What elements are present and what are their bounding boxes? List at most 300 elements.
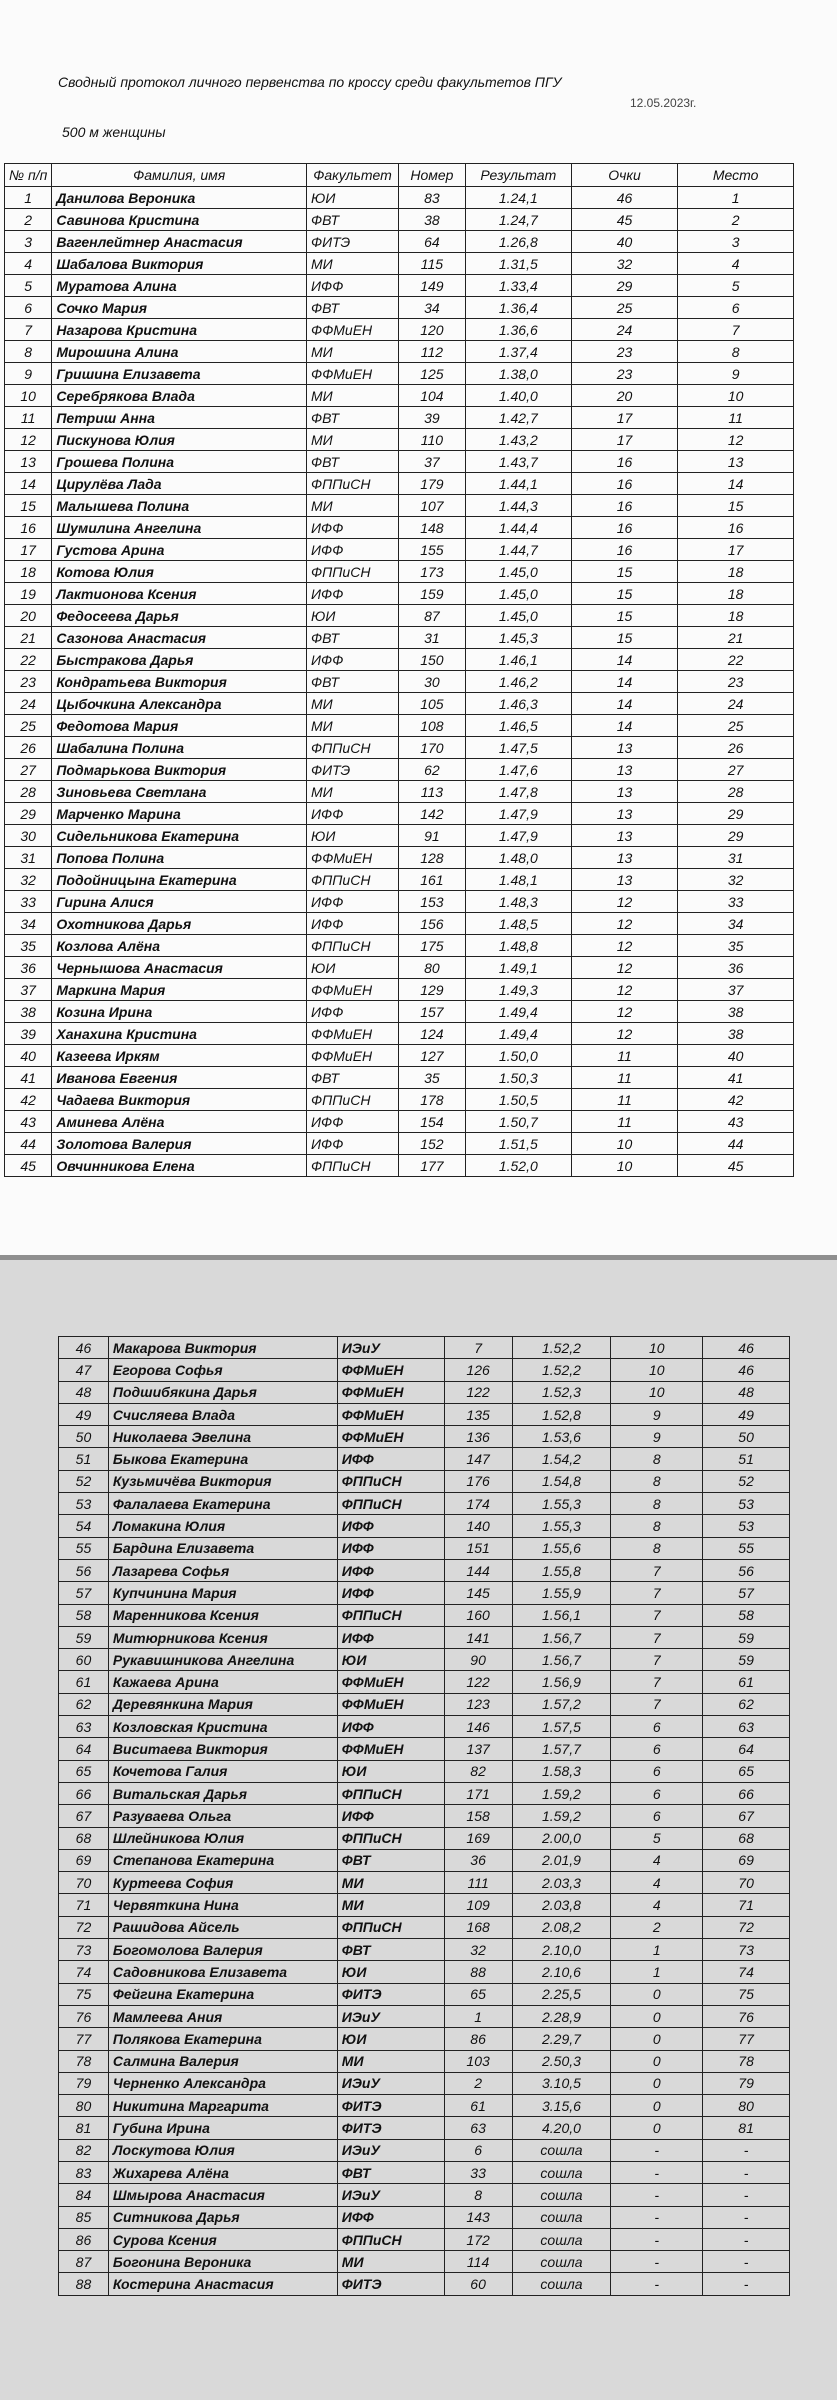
place: 59 bbox=[703, 1626, 790, 1648]
faculty: МИ bbox=[307, 253, 399, 275]
result-time: 1.56,9 bbox=[512, 1671, 611, 1693]
table-row bbox=[59, 2228, 790, 2250]
athlete-name: Егорова Софья bbox=[108, 1359, 337, 1381]
bib-number: 136 bbox=[444, 1426, 512, 1448]
place: 81 bbox=[703, 2117, 790, 2139]
points: 12 bbox=[571, 1023, 678, 1045]
row-number: 6 bbox=[5, 297, 52, 319]
bib-number: 35 bbox=[398, 1067, 465, 1089]
points: 7 bbox=[611, 1649, 703, 1671]
athlete-name: Черненко Александра bbox=[108, 2072, 337, 2094]
row-number: 59 bbox=[59, 1626, 109, 1648]
result-time: 1.55,3 bbox=[512, 1493, 611, 1515]
place: 75 bbox=[703, 1983, 790, 2005]
row-number: 25 bbox=[5, 715, 52, 737]
place: 18 bbox=[678, 561, 794, 583]
athlete-name: Федосеева Дарья bbox=[52, 605, 307, 627]
row-number: 31 bbox=[5, 847, 52, 869]
points: 13 bbox=[571, 847, 678, 869]
athlete-name: Петриш Анна bbox=[52, 407, 307, 429]
bib-number: 104 bbox=[398, 385, 465, 407]
table-row bbox=[59, 2072, 790, 2094]
result-time: 1.24,7 bbox=[465, 209, 571, 231]
points: 15 bbox=[571, 561, 678, 583]
points: 14 bbox=[571, 649, 678, 671]
result-time: 4.20,0 bbox=[512, 2117, 611, 2139]
faculty: ЮИ bbox=[307, 187, 399, 209]
result-time: 2.08,2 bbox=[512, 1916, 611, 1938]
bib-number: 30 bbox=[398, 671, 465, 693]
place: 62 bbox=[703, 1693, 790, 1715]
bib-number: 115 bbox=[398, 253, 465, 275]
bib-number: 174 bbox=[444, 1493, 512, 1515]
bib-number: 90 bbox=[444, 1649, 512, 1671]
bib-number: 32 bbox=[444, 1939, 512, 1961]
bib-number: 111 bbox=[444, 1872, 512, 1894]
faculty: ИФФ bbox=[307, 275, 399, 297]
bib-number: 135 bbox=[444, 1403, 512, 1425]
place: 76 bbox=[703, 2005, 790, 2027]
athlete-name: Рашидова Айсель bbox=[108, 1916, 337, 1938]
result-time: сошла bbox=[512, 2273, 611, 2295]
place: 46 bbox=[703, 1337, 790, 1359]
athlete-name: Деревянкина Мария bbox=[108, 1693, 337, 1715]
points: 10 bbox=[611, 1359, 703, 1381]
result-time: 1.56,7 bbox=[512, 1626, 611, 1648]
points: 16 bbox=[571, 539, 678, 561]
result-time: 1.56,1 bbox=[512, 1604, 611, 1626]
points: 16 bbox=[571, 517, 678, 539]
points: 14 bbox=[571, 671, 678, 693]
points: 12 bbox=[571, 979, 678, 1001]
faculty: ФИТЭ bbox=[337, 2117, 444, 2139]
place: 24 bbox=[678, 693, 794, 715]
bib-number: 91 bbox=[398, 825, 465, 847]
result-time: 1.50,5 bbox=[465, 1089, 571, 1111]
place: 5 bbox=[678, 275, 794, 297]
points: 10 bbox=[571, 1155, 678, 1177]
athlete-name: Ситникова Дарья bbox=[108, 2206, 337, 2228]
faculty: ФППиСН bbox=[337, 1782, 444, 1804]
place: 61 bbox=[703, 1671, 790, 1693]
table-row bbox=[59, 1337, 790, 1359]
place: 17 bbox=[678, 539, 794, 561]
place: 79 bbox=[703, 2072, 790, 2094]
place: 51 bbox=[703, 1448, 790, 1470]
column-header-points: Очки bbox=[571, 164, 678, 187]
bib-number: 125 bbox=[398, 363, 465, 385]
place: 22 bbox=[678, 649, 794, 671]
row-number: 1 bbox=[5, 187, 52, 209]
athlete-name: Савинова Кристина bbox=[52, 209, 307, 231]
bib-number: 126 bbox=[444, 1359, 512, 1381]
athlete-name: Мамлеева Ания bbox=[108, 2005, 337, 2027]
results-body-page-2 bbox=[59, 1337, 790, 2296]
points: 0 bbox=[611, 2028, 703, 2050]
athlete-name: Богомолова Валерия bbox=[108, 1939, 337, 1961]
athlete-name: Густова Арина bbox=[52, 539, 307, 561]
points: 7 bbox=[611, 1693, 703, 1715]
place: 67 bbox=[703, 1805, 790, 1827]
points: 11 bbox=[571, 1067, 678, 1089]
row-number: 10 bbox=[5, 385, 52, 407]
points: - bbox=[611, 2273, 703, 2295]
table-row bbox=[5, 1089, 794, 1111]
points: 6 bbox=[611, 1782, 703, 1804]
place: - bbox=[703, 2251, 790, 2273]
faculty: ИФФ bbox=[307, 891, 399, 913]
faculty: ИФФ bbox=[337, 1716, 444, 1738]
result-time: 1.50,7 bbox=[465, 1111, 571, 1133]
athlete-name: Зиновьева Светлана bbox=[52, 781, 307, 803]
result-time: 1.43,2 bbox=[465, 429, 571, 451]
row-number: 65 bbox=[59, 1760, 109, 1782]
points: 13 bbox=[571, 781, 678, 803]
bib-number: 60 bbox=[444, 2273, 512, 2295]
points: 12 bbox=[571, 935, 678, 957]
points: 0 bbox=[611, 2050, 703, 2072]
row-number: 82 bbox=[59, 2139, 109, 2161]
place: 25 bbox=[678, 715, 794, 737]
bib-number: 65 bbox=[444, 1983, 512, 2005]
points: 6 bbox=[611, 1760, 703, 1782]
table-row bbox=[59, 2184, 790, 2206]
faculty: ИФФ bbox=[337, 1582, 444, 1604]
points: - bbox=[611, 2184, 703, 2206]
place: 3 bbox=[678, 231, 794, 253]
row-number: 30 bbox=[5, 825, 52, 847]
result-time: 1.33,4 bbox=[465, 275, 571, 297]
bib-number: 160 bbox=[444, 1604, 512, 1626]
row-number: 37 bbox=[5, 979, 52, 1001]
points: 45 bbox=[571, 209, 678, 231]
faculty: ИФФ bbox=[307, 583, 399, 605]
place: 55 bbox=[703, 1537, 790, 1559]
result-time: 1.45,3 bbox=[465, 627, 571, 649]
table-row bbox=[59, 2117, 790, 2139]
row-number: 44 bbox=[5, 1133, 52, 1155]
athlete-name: Маркина Мария bbox=[52, 979, 307, 1001]
faculty: ФФМиЕН bbox=[307, 979, 399, 1001]
place: 50 bbox=[703, 1426, 790, 1448]
points: 16 bbox=[571, 451, 678, 473]
faculty: ИФФ bbox=[307, 913, 399, 935]
points: 1 bbox=[611, 1961, 703, 1983]
points: 10 bbox=[571, 1133, 678, 1155]
result-time: 1.47,6 bbox=[465, 759, 571, 781]
bib-number: 144 bbox=[444, 1559, 512, 1581]
athlete-name: Сочко Мария bbox=[52, 297, 307, 319]
points: 0 bbox=[611, 1983, 703, 2005]
result-time: 1.36,4 bbox=[465, 297, 571, 319]
faculty: ЮИ bbox=[307, 957, 399, 979]
result-time: 1.40,0 bbox=[465, 385, 571, 407]
athlete-name: Подмарькова Виктория bbox=[52, 759, 307, 781]
place: 4 bbox=[678, 253, 794, 275]
faculty: МИ bbox=[307, 429, 399, 451]
faculty: ФВТ bbox=[307, 627, 399, 649]
bib-number: 153 bbox=[398, 891, 465, 913]
place: 18 bbox=[678, 605, 794, 627]
place: 28 bbox=[678, 781, 794, 803]
points: 12 bbox=[571, 913, 678, 935]
table-row bbox=[5, 847, 794, 869]
athlete-name: Лактионова Ксения bbox=[52, 583, 307, 605]
faculty: ЮИ bbox=[307, 825, 399, 847]
bib-number: 88 bbox=[444, 1961, 512, 1983]
row-number: 32 bbox=[5, 869, 52, 891]
place: 53 bbox=[703, 1493, 790, 1515]
table-row bbox=[59, 1359, 790, 1381]
points: 15 bbox=[571, 627, 678, 649]
row-number: 70 bbox=[59, 1872, 109, 1894]
table-row bbox=[5, 1067, 794, 1089]
points: 6 bbox=[611, 1805, 703, 1827]
bib-number: 108 bbox=[398, 715, 465, 737]
place: 65 bbox=[703, 1760, 790, 1782]
row-number: 62 bbox=[59, 1693, 109, 1715]
row-number: 50 bbox=[59, 1426, 109, 1448]
row-number: 14 bbox=[5, 473, 52, 495]
points: 23 bbox=[571, 341, 678, 363]
result-time: 1.49,4 bbox=[465, 1001, 571, 1023]
event-name: 500 м женщины bbox=[62, 124, 166, 140]
points: 12 bbox=[571, 957, 678, 979]
table-row bbox=[59, 2251, 790, 2273]
bib-number: 128 bbox=[398, 847, 465, 869]
bib-number: 120 bbox=[398, 319, 465, 341]
faculty: ИФФ bbox=[307, 1111, 399, 1133]
points: 1 bbox=[611, 1939, 703, 1961]
result-time: сошла bbox=[512, 2161, 611, 2183]
place: 34 bbox=[678, 913, 794, 935]
row-number: 36 bbox=[5, 957, 52, 979]
place: 64 bbox=[703, 1738, 790, 1760]
table-row bbox=[59, 1626, 790, 1648]
faculty: ФППиСН bbox=[337, 1493, 444, 1515]
faculty: ФИТЭ bbox=[307, 759, 399, 781]
points: 2 bbox=[611, 1916, 703, 1938]
table-row bbox=[59, 1671, 790, 1693]
faculty: ФППиСН bbox=[337, 2228, 444, 2250]
faculty: ФППиСН bbox=[307, 561, 399, 583]
athlete-name: Рукавишникова Ангелина bbox=[108, 1649, 337, 1671]
result-time: 1.59,2 bbox=[512, 1782, 611, 1804]
table-row bbox=[59, 1716, 790, 1738]
faculty: МИ bbox=[307, 781, 399, 803]
faculty: ЮИ bbox=[307, 605, 399, 627]
row-number: 79 bbox=[59, 2072, 109, 2094]
points: 0 bbox=[611, 2117, 703, 2139]
place: 8 bbox=[678, 341, 794, 363]
result-time: 1.31,5 bbox=[465, 253, 571, 275]
athlete-name: Федотова Мария bbox=[52, 715, 307, 737]
place: - bbox=[703, 2273, 790, 2295]
points: 4 bbox=[611, 1872, 703, 1894]
result-time: 1.52,0 bbox=[465, 1155, 571, 1177]
table-row bbox=[5, 539, 794, 561]
row-number: 57 bbox=[59, 1582, 109, 1604]
column-header-result: Результат bbox=[465, 164, 571, 187]
row-number: 53 bbox=[59, 1493, 109, 1515]
faculty: ИФФ bbox=[307, 1001, 399, 1023]
result-time: 1.49,3 bbox=[465, 979, 571, 1001]
faculty: ФФМиЕН bbox=[307, 1045, 399, 1067]
place: 23 bbox=[678, 671, 794, 693]
points: 10 bbox=[611, 1337, 703, 1359]
bib-number: 140 bbox=[444, 1515, 512, 1537]
points: 14 bbox=[571, 715, 678, 737]
result-time: 1.59,2 bbox=[512, 1805, 611, 1827]
points: 7 bbox=[611, 1559, 703, 1581]
result-time: 1.55,9 bbox=[512, 1582, 611, 1604]
faculty: ИФФ bbox=[337, 1805, 444, 1827]
faculty: ФФМиЕН bbox=[337, 1381, 444, 1403]
table-row bbox=[59, 1983, 790, 2005]
athlete-name: Гирина Алися bbox=[52, 891, 307, 913]
place: 6 bbox=[678, 297, 794, 319]
bib-number: 62 bbox=[398, 759, 465, 781]
table-row bbox=[5, 583, 794, 605]
athlete-name: Фейгина Екатерина bbox=[108, 1983, 337, 2005]
table-row bbox=[59, 1582, 790, 1604]
faculty: ФВТ bbox=[337, 1849, 444, 1871]
row-number: 12 bbox=[5, 429, 52, 451]
athlete-name: Сазонова Анастасия bbox=[52, 627, 307, 649]
faculty: ИЭиУ bbox=[337, 2072, 444, 2094]
row-number: 22 bbox=[5, 649, 52, 671]
place: 33 bbox=[678, 891, 794, 913]
place: - bbox=[703, 2161, 790, 2183]
row-number: 2 bbox=[5, 209, 52, 231]
points: 4 bbox=[611, 1894, 703, 1916]
points: 11 bbox=[571, 1045, 678, 1067]
bib-number: 114 bbox=[444, 2251, 512, 2273]
athlete-name: Иванова Евгения bbox=[52, 1067, 307, 1089]
bib-number: 172 bbox=[444, 2228, 512, 2250]
table-row bbox=[59, 1537, 790, 1559]
table-row bbox=[59, 1939, 790, 1961]
table-row bbox=[59, 1961, 790, 1983]
bib-number: 124 bbox=[398, 1023, 465, 1045]
bib-number: 161 bbox=[398, 869, 465, 891]
table-row bbox=[5, 759, 794, 781]
bib-number: 82 bbox=[444, 1760, 512, 1782]
points: 15 bbox=[571, 583, 678, 605]
result-time: 1.44,4 bbox=[465, 517, 571, 539]
faculty: ИЭиУ bbox=[337, 1337, 444, 1359]
result-time: сошла bbox=[512, 2228, 611, 2250]
faculty: ФВТ bbox=[337, 2161, 444, 2183]
place: 73 bbox=[703, 1939, 790, 1961]
athlete-name: Куртеева София bbox=[108, 1872, 337, 1894]
points: - bbox=[611, 2251, 703, 2273]
table-row bbox=[59, 1916, 790, 1938]
place: 32 bbox=[678, 869, 794, 891]
protocol-title: Сводный протокол личного первенства по кроссу среди факультетов ПГУ bbox=[58, 74, 562, 90]
place: 66 bbox=[703, 1782, 790, 1804]
result-time: 1.48,1 bbox=[465, 869, 571, 891]
row-number: 29 bbox=[5, 803, 52, 825]
athlete-name: Цирулёва Лада bbox=[52, 473, 307, 495]
place: 1 bbox=[678, 187, 794, 209]
table-row bbox=[59, 2206, 790, 2228]
place: 14 bbox=[678, 473, 794, 495]
place: 11 bbox=[678, 407, 794, 429]
faculty: ФППиСН bbox=[307, 1155, 399, 1177]
faculty: МИ bbox=[307, 715, 399, 737]
faculty: ФФМиЕН bbox=[307, 847, 399, 869]
faculty: ЮИ bbox=[337, 2028, 444, 2050]
place: 70 bbox=[703, 1872, 790, 1894]
athlete-name: Салмина Валерия bbox=[108, 2050, 337, 2072]
bib-number: 175 bbox=[398, 935, 465, 957]
bib-number: 129 bbox=[398, 979, 465, 1001]
row-number: 85 bbox=[59, 2206, 109, 2228]
faculty: МИ bbox=[307, 693, 399, 715]
athlete-name: Попова Полина bbox=[52, 847, 307, 869]
place: 68 bbox=[703, 1827, 790, 1849]
result-time: 1.48,5 bbox=[465, 913, 571, 935]
result-time: 1.47,9 bbox=[465, 825, 571, 847]
row-number: 42 bbox=[5, 1089, 52, 1111]
athlete-name: Фалалаева Екатерина bbox=[108, 1493, 337, 1515]
athlete-name: Кажаева Арина bbox=[108, 1671, 337, 1693]
bib-number: 63 bbox=[444, 2117, 512, 2139]
points: 10 bbox=[611, 1381, 703, 1403]
points: 29 bbox=[571, 275, 678, 297]
place: 49 bbox=[703, 1403, 790, 1425]
table-row bbox=[5, 913, 794, 935]
result-time: 1.37,4 bbox=[465, 341, 571, 363]
faculty: ИФФ bbox=[337, 1626, 444, 1648]
bib-number: 170 bbox=[398, 737, 465, 759]
row-number: 3 bbox=[5, 231, 52, 253]
place: 71 bbox=[703, 1894, 790, 1916]
table-row bbox=[5, 231, 794, 253]
row-number: 35 bbox=[5, 935, 52, 957]
table-row bbox=[59, 2005, 790, 2027]
result-time: 1.54,2 bbox=[512, 1448, 611, 1470]
points: 8 bbox=[611, 1448, 703, 1470]
result-time: 1.46,2 bbox=[465, 671, 571, 693]
faculty: ИФФ bbox=[307, 803, 399, 825]
table-row bbox=[5, 275, 794, 297]
result-time: 1.44,7 bbox=[465, 539, 571, 561]
points: 16 bbox=[571, 473, 678, 495]
place: 77 bbox=[703, 2028, 790, 2050]
bib-number: 141 bbox=[444, 1626, 512, 1648]
bib-number: 8 bbox=[444, 2184, 512, 2206]
points: 11 bbox=[571, 1089, 678, 1111]
result-time: сошла bbox=[512, 2206, 611, 2228]
result-time: 1.52,8 bbox=[512, 1403, 611, 1425]
result-time: 1.49,1 bbox=[465, 957, 571, 979]
row-number: 75 bbox=[59, 1983, 109, 2005]
result-time: 2.50,3 bbox=[512, 2050, 611, 2072]
place: 45 bbox=[678, 1155, 794, 1177]
faculty: ФППиСН bbox=[337, 1604, 444, 1626]
athlete-name: Казеева Иркям bbox=[52, 1045, 307, 1067]
athlete-name: Шабалина Полина bbox=[52, 737, 307, 759]
table-row bbox=[59, 1559, 790, 1581]
row-number: 43 bbox=[5, 1111, 52, 1133]
athlete-name: Подойницына Екатерина bbox=[52, 869, 307, 891]
faculty: МИ bbox=[307, 385, 399, 407]
table-row bbox=[59, 2161, 790, 2183]
faculty: ЮИ bbox=[337, 1649, 444, 1671]
athlete-name: Подшибякина Дарья bbox=[108, 1381, 337, 1403]
